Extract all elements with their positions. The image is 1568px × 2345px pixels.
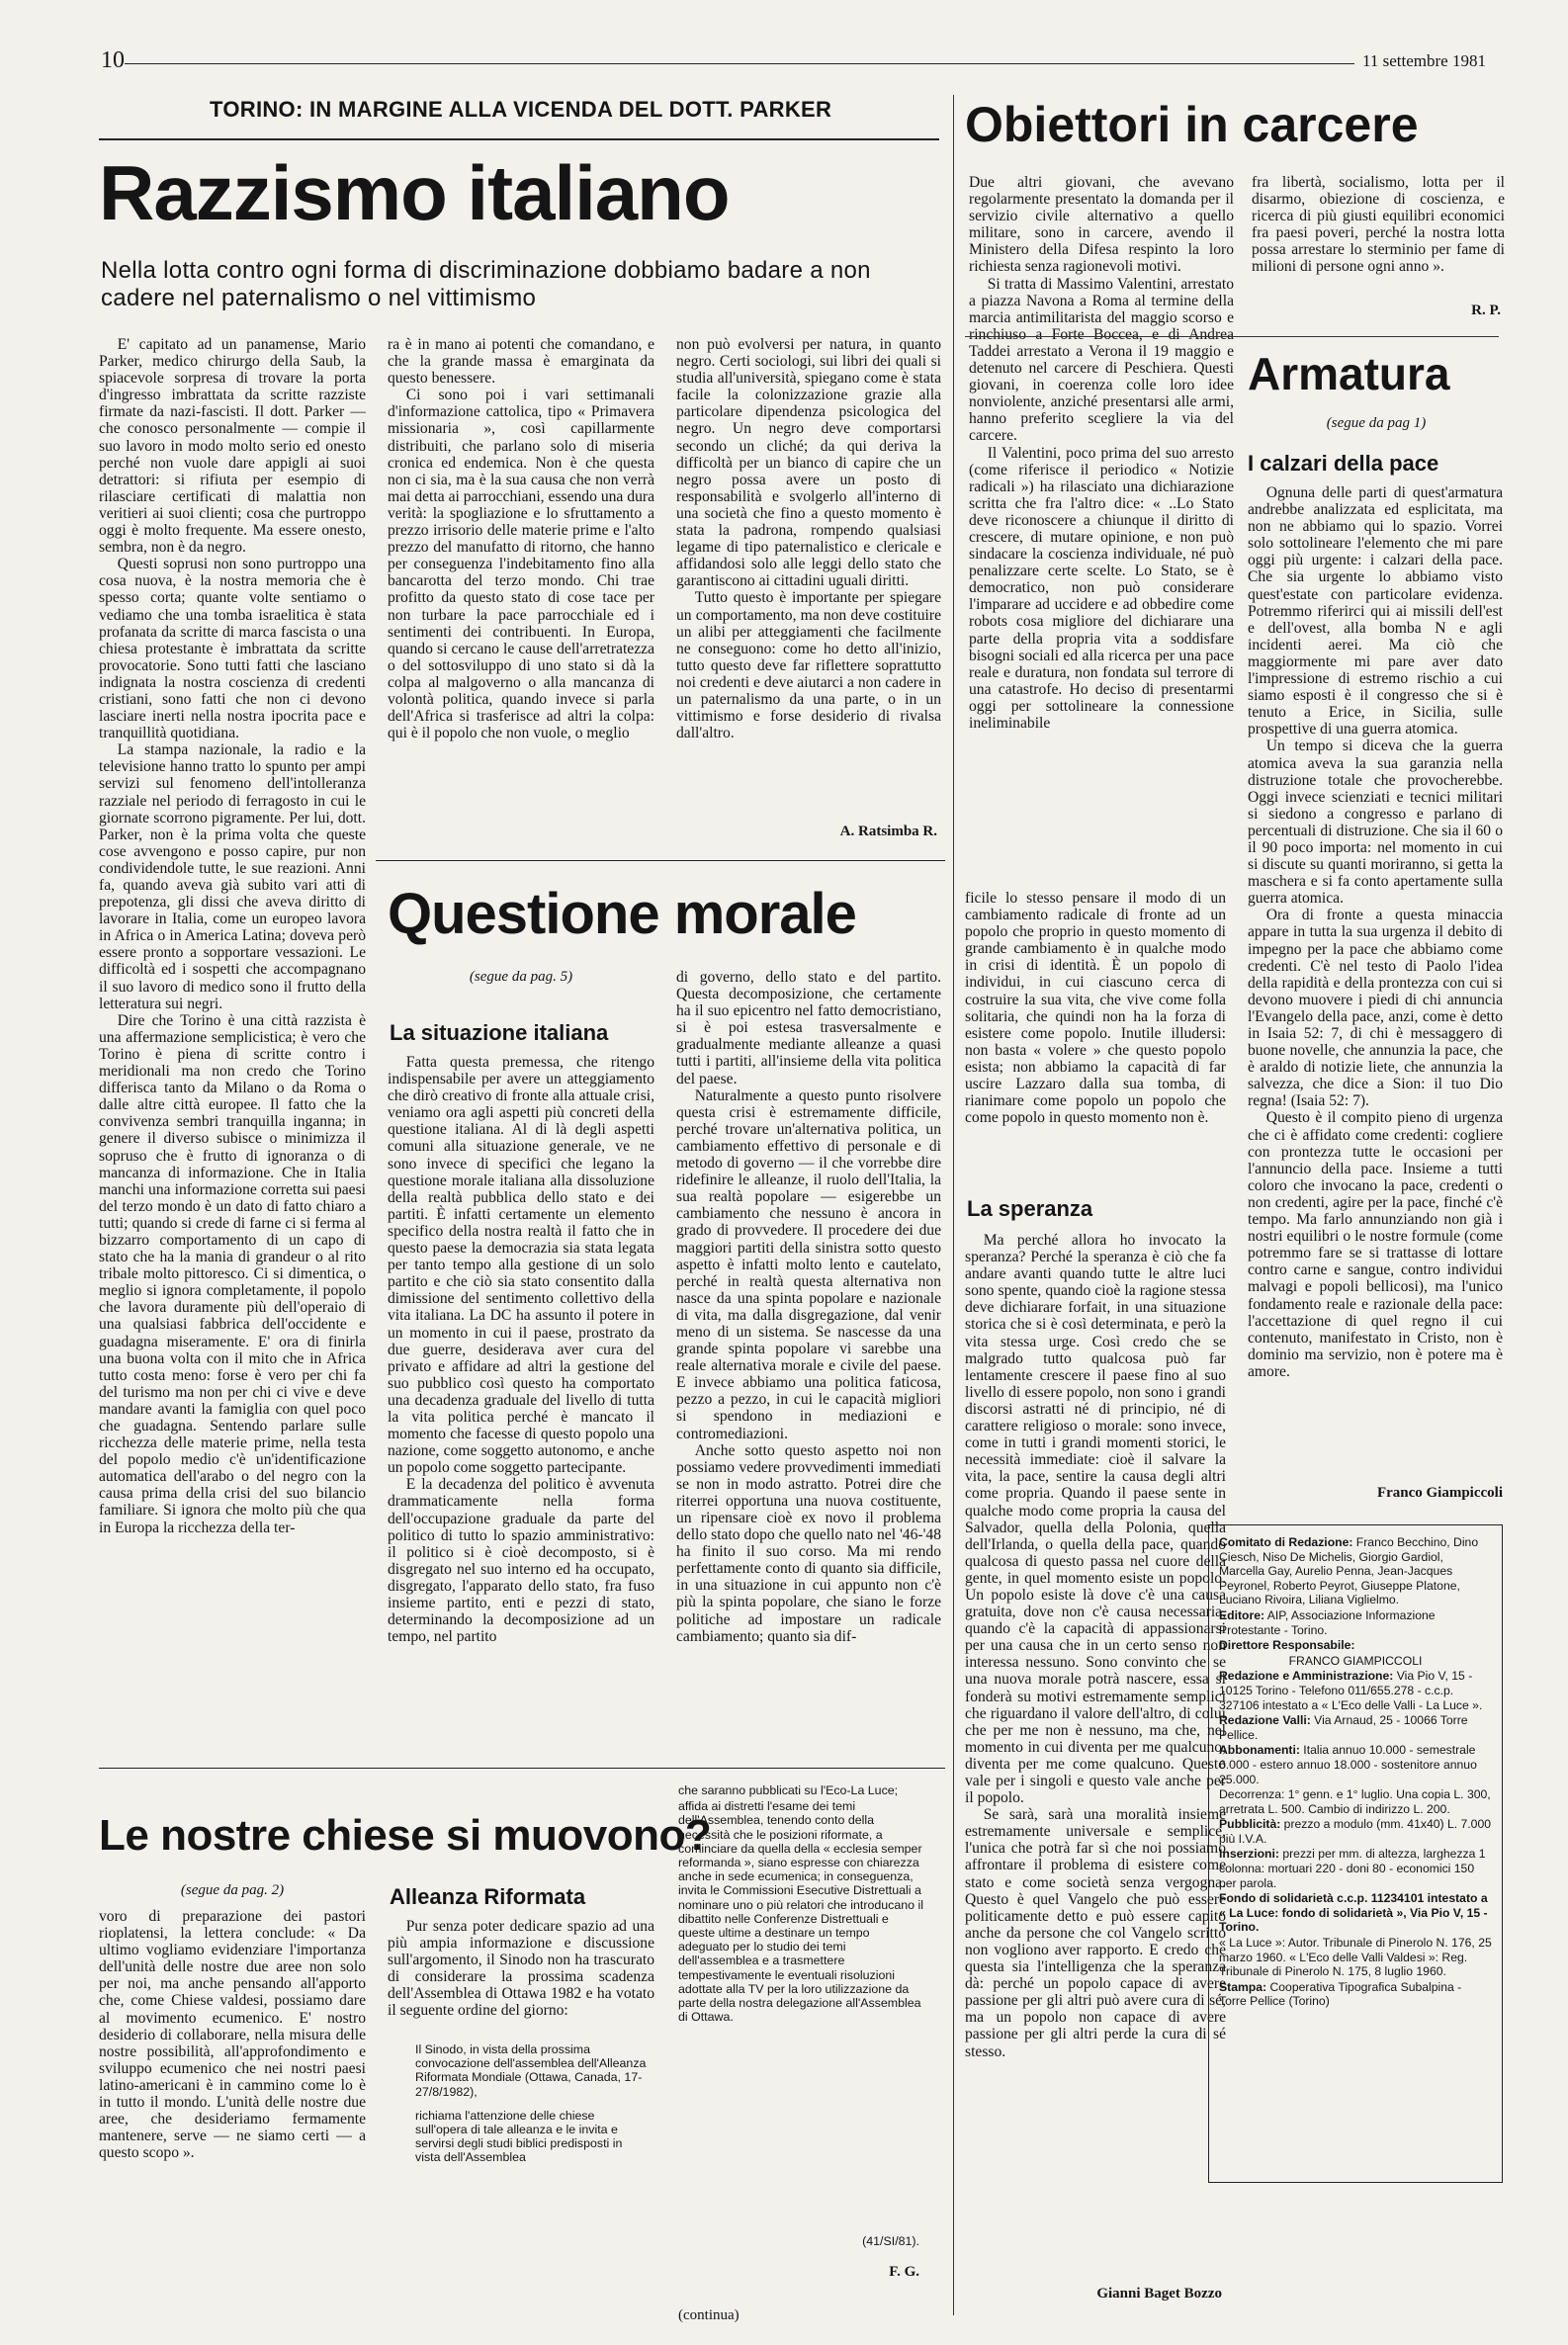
paragraph: Fatta questa premessa, che ritengo indispensabile per avere un atteggiamento che dirò creativo di fronte alla attuale crisi, veniamo ora agli aspetti più concreti della questione italiana. Al di là degli aspetti comuni alla situazione generale, ve ne sono invece di specifici che legano la questione morale italiana alla dissoluzione della realtà pubblica dello stato e dei partiti. È infatti certamente un elemento specifico della nostra realtà il fatto che in questo paese la democrazia sia stata legata per tanto tempo alla gestione di un solo partito e che ciò sia stato consentito dalla dimissione del sentimento collettivo della vita italiana. La DC ha assunto il potere in un momento in cui il paese, prostrato da due guerre, desiderava aver cura del privato e affidare ad altri la gestione del suo pubblico così questo ha comportato una decadenza graduale del livello di tutta la vita politica perché è mancato il momento che facesse di questo popolo una nazione, come soggetto autonomo, e anche un popolo come soggetto partecipante. xyxy=(388,1054,654,1477)
header-rule xyxy=(125,63,1354,64)
armatura-segue: (segue da pag 1) xyxy=(1326,415,1427,431)
questione-col3b xyxy=(965,1232,1226,2272)
quote-paragraph: Il Sinodo, in vista della prossima convocazione dell'assemblea dell'Alleanza Riformata Mondiale (Ottawa, Canada, 17-27/8/1982), xyxy=(415,2042,647,2099)
paragraph: ficile lo stesso pensare il modo di un cambiamento radicale di fronte ad un popolo che proprio in questo momento di grande cambiamento è in qualche modo in crisi di identità. È un popolo di individui, in cui ciascuno cerca di costruire la sua vita, che vive come folla solitaria, che quindi non ha la forza di esistere come popolo. Inutile illudersi: non basta « volere » che questo popolo esista; non abbiamo la capacità di far uscire Lazzaro dalla sua tomba, di rianimare come popolo un popolo che come popolo in questo momento non è. xyxy=(965,890,1226,1127)
questione-col1 xyxy=(388,1054,654,1758)
paragraph: voro di preparazione dei pastori rioplatensi, la lettera conclude: « Da ultimo vogliamo evidenziare l'importanza dell'unità delle nostre due aree non solo per noi, ma anche pensando all'apporto che, come Chiese valdesi, possiamo dare al movimento ecumenico. E' nostro desiderio di collaborare, nella misura delle nostre possibilità, all'approfondimento e sviluppo ecumenico che nei nostri paesi latino-americani è in cammino come lo è in tutto il mondo. L'unità delle nostre due aree, che desideriamo fermamente mantenere, serve — ne siamo certi — a questo scopo ». xyxy=(99,1908,366,2162)
questione-signature: Gianni Baget Bozzo xyxy=(1096,2286,1222,2302)
chiese-col2 xyxy=(388,1918,654,2037)
paragraph: Ognuna delle parti di quest'armatura andrebbe analizzata ed esplicitata, ma non ne abbiamo qui lo spazio. Vorrei solo sottolineare l'elemento che mi pare oggi più urgente: i calzari della pace. Che sia urgente lo abbiamo visto quest'estate con particolare evidenza. Potremmo riferirci qui ai missili dell'est e dell'ovest, alla bomba N e agli incidenti aerei. Ma ciò che maggiormente mi pare aver dato l'impressione di estremo rischio a cui siamo esposti è il congresso che si è tenuto a Erice, in Sicilia, sulle prospettive di una guerra atomica. xyxy=(1248,484,1503,738)
masthead-label: Stampa: xyxy=(1219,1979,1267,1994)
paragraph: E la decadenza del politico è avvenuta drammaticamente nella forma dell'occupazione graduale da parte del politico di tutto lo spazio amministrativo: il politico si è cioè decomposto, si è disgregato nel suo interno ed ha occupato, disgregato, l'apparato dello stato, fra fuso insieme partito, enti e pezzi di stato, determinando la decomposizione ad un tempo, nel partito xyxy=(388,1476,654,1646)
paragraph: non può evolversi per natura, in quanto negro. Certi sociologi, sui libri dei quali si studia all'università, spiegano come è stata facile la colonizzazione grazie alla particolare dipendenza psicologica del negro. Un negro deve comportarsi secondo un cliché; da qui deriva la difficoltà per un bianco di capire che un negro possa avere un posto di responsabilità e svolgerlo all'interno di una società che fino a questo momento è stata la padrona, rompendo qualsiasi legame di tipo paternalistico e clericale e affidandosi solo alle leggi dello stato che garantiscono ai cittadini uguali diritti. xyxy=(676,336,941,590)
masthead-label: Redazione e Amministrazione: xyxy=(1219,1669,1394,1684)
razzismo-col2 xyxy=(388,336,654,850)
masthead-text: prezzi per mm. di altezza, larghezza 1 colonna: mortuari 220 - doni 80 - economici 150 per parola. xyxy=(1219,1847,1486,1890)
quote-paragraph: richiama l'attenzione delle chiese sull'opera di tale alleanza e le invita e servirsi degli studi biblici predisposti in vista dell'Assemblea xyxy=(415,2108,623,2165)
razzismo-deck: Nella lotta contro ogni forma di discriminazione dobbiamo badare a non cadere nel paternalismo o nel vittimismo xyxy=(101,257,871,311)
masthead-label: Redazione Valli: xyxy=(1219,1713,1311,1728)
armatura-signature: Franco Giampiccoli xyxy=(1376,1485,1503,1501)
masthead-line xyxy=(1219,1787,1492,1816)
paragraph: Ora di fronte a questa minaccia appare in tutta la sua urgenza il debito di impegno per la pace che abbiamo come credenti. C'è nel testo di Paolo l'idea della rapidità e della prontezza con cui si devono muovere i piedi di chi annuncia l'Evangelo della pace, anzi, come è detto in Isaia 52: 7, di chi è messaggero di buone novelle, che annunzia la pace, che è araldo di notizie liete, che annunzia la salvezza, che dice a Sion: il tuo Dio regna! (Isaia 52: 7). xyxy=(1248,907,1503,1110)
razzismo-col1 xyxy=(99,336,366,1752)
masthead-text: « La Luce »: Autor. Tribunale di Pinerolo N. 176, 25 marzo 1960. « L'Eco delle Valli Valdesi »: Reg. Tribunale di Pinerolo N. 175, 8 luglio 1960. xyxy=(1219,1936,1492,1979)
quote-paragraph: che saranno pubblicati su l'Eco-La Luce; xyxy=(678,1783,899,1797)
masthead-label: Pubblicità: xyxy=(1219,1817,1281,1832)
masthead-text: Decorrenza: 1° genn. e 1° luglio. Una copia L. 300, arretrata L. 500. Cambio di indirizzo L. 200. xyxy=(1219,1787,1491,1816)
chiese-continua: (continua) xyxy=(678,2307,740,2323)
masthead-text: Via Pio V, 15 - 10125 Torino - Telefono 011/655.278 - c.c.p. 327106 intestato a « L'Eco delle Valli - La Luce ». xyxy=(1219,1669,1483,1712)
chiese-col1 xyxy=(99,1908,366,2205)
masthead-text: Italia annuo 10.000 - semestrale 6.000 - estero annuo 18.000 - sostenitore annuo 25.000. xyxy=(1219,1743,1477,1786)
paragraph: Ma perché allora ho invocato la speranza? Perché la speranza è ciò che fa andare avanti quando tutte le altre luci sono spente, quando cioè la ragione stessa deve dichiarare forfait, in una situazione storica che si è così determinata, e però la vita stessa urge. Così credo che se malgrado tutto qualcosa può far lentamente crescere il paese fino al suo livello di essere popolo, non sono i grandi discorsi astratti né di principio, né di carattere religioso o morale: sono invece, come in tutti i grandi momenti storici, le necessità immediate: cioè il salvare la vita, la pace, sentire la causa degli altri come propria. Quando il paese sente in qualche modo come propria la causa del Salvador, quella della Polonia, quella dell'Irlanda, o quella della pace, quando qualcosa di questo passa nel cuore della gente, in quel momento esiste un popolo. Un popolo esiste là dove c'è una causa gratuita, dove non c'è causa necessaria, quando c'è la capacità di appassionarsi per una causa che in un certo senso non interessa nessuno. Sono convinto che se una nuova morale potrà nascere, essa si fonderà su motivi estremamente semplici che riguardano il valore dell'altro, di colui che per me non è nessuno, ma che, nel momento in cui diventa per me qualcuno, diventa per me come qualcuno. Questo vale per i singoli e questo vale anche per il popolo. xyxy=(965,1232,1226,1807)
masthead-line xyxy=(1219,1608,1492,1637)
chiese-top-rule xyxy=(99,1768,945,1769)
paragraph: Questo è il compito pieno di urgenza che ci è affidato come credenti: cogliere con prontezza tutte le occasioni per l'annuncio della pace. Insieme a tutti coloro che invocano la pace, credenti o non credenti, agire per la pace, finché c'è tempo. Ma farlo annunziando non già i nostri equilibri o le nostre formule (come potremmo fare se si trattasse di lottare contro carne e sangue, contro individui malvagi e popoli bellicosi), ma l'unico fondamento reale e razionale della pace: l'accettazione di quel regno il cui contenuto, manifestato in Cristo, non è dominio ma servizio, non è potere ma è amore. xyxy=(1248,1109,1503,1380)
questione-title: Questione morale xyxy=(388,882,856,946)
masthead-text: Via Arnaud, 25 - 10066 Torre Pellice. xyxy=(1219,1713,1468,1742)
paragraph: Naturalmente a questo punto risolvere questa crisi è estremamente difficile, perché trovare un'alternativa politica, un cambiamento effettivo di personale e di metodo di governo — il che vorrebbe dire ridefinire le alleanze, il ruolo dell'Italia, la sua realtà popolare — esigerebbe un cambiamento che nessuno è ancora in grado di provvedere. Il procedere dei due maggiori partiti della sinistra sotto questo aspetto è infatti molto lento e cautelato, perché in realtà questa alternativa non nasce da una spinta popolare e nazionale di vita, ma dalla disgregazione, dal venir meno di un sistema. Se nascesse da una grande spinta popolare vi sarebbe una reale alternativa morale e civile del paese. E invece abbiamo una politica faticosa, pezzo a pezzo, in cui le capacità migliori si spendono in mediazioni e contromediazioni. xyxy=(676,1086,941,1442)
masthead-line xyxy=(1219,1817,1492,1846)
issue-date: 11 settembre 1981 xyxy=(1362,51,1486,70)
obiettori-col2 xyxy=(1252,174,1505,293)
kicker-rule xyxy=(99,138,939,140)
chiese-code: (41/SI/81). xyxy=(862,2234,919,2248)
chiese-title: Le nostre chiese si muovono? xyxy=(99,1811,712,1860)
paragraph: Un tempo si diceva che la guerra atomica aveva la sua garanzia nella distruzione totale che provocherebbe. Oggi invece scienziati e tecnici militari si siedono a congresso e parlano di percentuali di distruzione. Che sia il 60 o il 90 poco importa: nel momento in cui si discute su quanti moriranno, si getta la maschera e si fa conto apertamente sulla guerra atomica. xyxy=(1248,738,1503,908)
paragraph: Due altri giovani, che avevano regolarmente presentato la domanda per il servizio civile alternativo a quello militare, sono in carcere, avendo il Ministero della Difesa respinto la loro richiesta senza ragionevoli motivi. xyxy=(969,174,1234,276)
armatura-subtitle: I calzari della pace xyxy=(1248,451,1439,476)
quote-paragraph: affida ai distretti l'esame dei temi dell'Assemblea, tenendo conto della necessità che le posizioni riformate, a cominciare da quella della « ecclesia semper reformanda », siano espresse con chiarezza anche in sede ecumenica; in conseguenza, invita le Commissioni Esecutive Distrettuali a nominare uno o più relatori che introducano il dibattito nelle Conferenze Distrettuali e queste ultime a destinare un tempo adeguato per lo studio dei temi dell'assemblea e a trasmettere tempestivamente le eventuali risoluzioni adottate alla TV per la loro utilizzazione da parte della nostra delegazione all'Assemblea di Ottawa. xyxy=(678,1799,923,2025)
chiese-subtitle: Alleanza Riformata xyxy=(390,1884,586,1909)
masthead-text: Cooperativa Tipografica Subalpina - Torre Pellice (Torino) xyxy=(1219,1979,1462,2009)
razzismo-bottom-rule xyxy=(376,860,945,861)
armatura-body xyxy=(1248,484,1503,1475)
questione-col2 xyxy=(676,969,941,1758)
questione-segue: (segue da pag. 5) xyxy=(469,969,573,985)
masthead-label: Abbonamenti: xyxy=(1219,1743,1300,1758)
armatura-title: Armatura xyxy=(1248,348,1450,399)
column-rule xyxy=(953,95,954,2315)
masthead-label: Editore: xyxy=(1219,1607,1265,1622)
paragraph: Anche sotto questo aspetto noi non possiamo vedere provvedimenti immediati se non in modo astratto. Potrei dire che riterrei opportuna una nuova costituente, un ripensare cioè ex novo il problema dello stato dopo che quello nato nel '46-'48 ha finito il suo corso. Ma mi rendo perfettamente conto di quanto sia difficile, in una situazione in cui appunto non c'è più la spinta popolare, che siano le forze politiche ad impostare un radicale cambiamento; quanto sia dif- xyxy=(676,1441,941,1645)
obiettori-col1 xyxy=(969,174,1234,838)
paragraph: Questi soprusi non sono purtroppo una cosa nuova, è la nostra memoria che è spesso corta; quante volte sentiamo o vediamo che una tomba israelitica è stata profanata da scritte di marca fascista o una chiesa protestante è imbrattata da scritte provocatorie. Sono tutti fatti che lasciano indignata la nostra coscienza di credenti cristiani, sono fatti che non ci devono lasciare inerti nella nostra ipocrita pace e tranquillità quotidiana. xyxy=(99,556,366,742)
masthead-label: Fondo di solidarietà c.c.p. 11234101 intestato a « La Luce: fondo di solidarietà », Via Pio V, 15 - Torino. xyxy=(1219,1891,1488,1935)
obiettori-title: Obiettori in carcere xyxy=(965,97,1419,152)
obiettori-signature: R. P. xyxy=(1471,303,1501,318)
masthead-text: Franco Becchino, Dino Ciesch, Niso De Michelis, Giorgio Gardiol, Marcella Gay, Aurelio Penna, Jean-Jacques Peyronel, Roberto Peyrot, Giuseppe Platone, Luciano Rivoira, Liliana Viglielmo. xyxy=(1219,1535,1479,1607)
masthead-line xyxy=(1219,1669,1492,1712)
masthead-line xyxy=(1219,1535,1492,1607)
paragraph: Tutto questo è importante per spiegare un comportamento, ma non deve costituire un alibi per atteggiamenti che facilmente ne conseguono: come ho detto all'inizio, tutto questo deve far riflettere soprattutto noi credenti e deve aiutarci a non cadere in un paternalismo da una parte, o in un vittimismo e forse desiderio di rivalsa dall'altro. xyxy=(676,589,941,742)
paragraph: E' capitato ad un panamense, Mario Parker, medico chirurgo della Saub, la spiacevole sorpresa di trovare la porta d'ingresso imbrattata da scritte razziste firmate da nazi-fascisti. Il dott. Parker — che conosco personalmente — compie il suo lavoro in modo molto serio ed onesto perché non vuole dare appigli ai suoi detrattori: si rifiuta per esempio di rilasciare certificati di malattia non veritieri ai suoi clienti; cosa che purtroppo oggi è molto frequente. Ma essere onesto, sembra, non è da negro. xyxy=(99,336,366,557)
paragraph: Ci sono poi i vari settimanali d'informazione cattolica, tipo « Primavera missionaria », così capillarmente distribuiti, che parlano solo di miseria cronica ed endemica. Non è che questa non ci sia, ma è la sua causa che non verrà mai detta ai parrocchiani, essendo una dura verità: la spogliazione e lo sfruttamento a prezzo irrisorio delle materie prime e l'alto prezzo del manufatto di ritorno, che hanno per conseguenza l'indebitamento fino alla bancarotta del terzo mondo. Chi trae profitto da questo stato di cose tace per non turbare la pace parrocchiale ed i sentimenti dei contribuenti. In Europa, quando si cercano le cause dell'arretratezza o del sottosviluppo di uno stato si dà la colpa al malgoverno o alla mancanza di volontà politica, quando invece si parla dell'Africa si trasferisce ad altri la colpa: qui è il popolo che non vuole, o meglio xyxy=(388,387,654,742)
chiese-segue: (segue da pag. 2) xyxy=(180,1882,285,1898)
chiese-signature: F. G. xyxy=(889,2264,919,2280)
masthead-text: FRANCO GIAMPICCOLI xyxy=(1288,1653,1423,1668)
masthead-line xyxy=(1219,1936,1492,1979)
paragraph: di governo, dello stato e del partito. Questa decomposizione, che certamente ha il suo epicentro nel fatto democristiano, si è poi estesa trasversalmente e gradualmente mediante alleanze a quasi tutti i partiti, all'insieme della vita politica del paese. xyxy=(676,969,941,1087)
razzismo-col3 xyxy=(676,336,941,830)
masthead-line xyxy=(1219,1847,1492,1890)
masthead-line xyxy=(1219,1891,1492,1935)
paragraph: Pur senza poter dedicare spazio ad una più ampia informazione e discussione sull'argomento, il Sinodo non ha trascurato di considerare la prossima scadenza dell'Assemblea di Ottawa 1982 e ha votato il seguente ordine del giorno: xyxy=(388,1918,654,2020)
masthead-text: prezzo a modulo (mm. 41x40) L. 7.000 più I.V.A. xyxy=(1219,1817,1492,1846)
masthead-text: AIP, Associazione Informazione Protestante - Torino. xyxy=(1219,1607,1436,1637)
masthead-label: Comitato di Redazione: xyxy=(1219,1535,1353,1549)
masthead-line xyxy=(1219,1638,1492,1653)
paragraph: Il Valentini, poco prima del suo arresto (come riferisce il periodico « Notizie radicali ») ha rilasciato una dichiarazione scritta che fra l'altro dice: « ..Lo Stato deve riconoscere a chiunque il diritto di crescere, di mutare opinione, e non può sindacare la coscienza individuale, né può penalizzare certe scelte. Lo Stato, se è democratico, non può considerare l'imparare ad uccidere e ad obbedire come robots cosa migliore del dichiarare una parte della propria vita a soddisfare bisogni sociali ed alla ricerca per una pace reale e duratura, non fondata sul terrore di una catastrofe. Ho deciso di presentarmi oggi per sottolineare la connessione ineliminabile xyxy=(969,444,1234,732)
masthead-line xyxy=(1219,1654,1492,1669)
paragraph: Si tratta di Massimo Valentini, arrestato a piazza Navona a Roma al termine della marcia antimilitarista del maggio scorso e rinchiuso a Forte Boccea, e di Andrea Taddei arrestato a Verona il 19 maggio e detenuto nel carcere di Peschiera. Questi giovani, in coerenza colle loro idee nonviolente, anziché presentarsi alle armi, hanno preferito scegliere la via del carcere. xyxy=(969,275,1234,445)
obiettori-rule xyxy=(965,336,1499,337)
masthead-label: Inserzioni: xyxy=(1219,1847,1279,1862)
paragraph: Dire che Torino è una città razzista è una affermazione semplicistica; è vero che Torino è piena di scritte contro i meridionali ma non credo che Torino differisca tanto da Milano o da Roma o dalle altre città europee. Il fatto che la convivenza sembri tranquilla inganna; in genere il diverso subisce o minimizza il sopruso che è frutto di ignoranza o di mancanza di informazione. Che in Italia manchi una informazione corretta sui paesi del terzo mondo è un dato di fatto chiaro a tutti; quando si crede di farne ci si ferma al bizzarro comportamento di un capo di stato che ha la mania di grandeur o al rito tribale molto pittoresco. Ci si dimentica, o meglio si ignora completamente, il popolo che lavora duramente più dell'operaio di una qualsiasi fabbrica dell'occidente e guadagna miseramente. E' ora di finirla una buona volta con il mito che in Africa tutto costa meno: forse è vero per chi fa del turismo ma non per chi ci vive e deve mandare avanti la famiglia con quel poco che guadagna. Sentendo parlare sulle ricchezza delle materie prime, nella testa del popolo medio c'è un'identificazione automatica dell'arabo o del negro con la causa prima della crisi del suo bilancio familiare. Si ignora che molto più che qua in Europa la ricchezza della ter- xyxy=(99,1011,366,1536)
paragraph: ra è in mano ai potenti che comandano, e che la grande massa è emarginata da questo benessere. xyxy=(388,336,654,388)
masthead-box xyxy=(1208,1524,1503,2183)
paragraph: fra libertà, socialismo, lotta per il disarmo, obiezione di coscienza, e ricerca di più giusti equilibri economici fra paesi poveri, perché la nostra lotta possa arrestare lo sterminio per fame di milioni di persone ogni anno ». xyxy=(1252,174,1505,276)
questione-subtitle: La situazione italiana xyxy=(390,1020,609,1045)
masthead-line xyxy=(1219,1713,1492,1742)
chiese-col2-quote xyxy=(415,2042,649,2211)
razzismo-title: Razzismo italiano xyxy=(99,149,730,236)
questione-col3a xyxy=(965,890,1226,1176)
questione-subtitle-speranza: La speranza xyxy=(967,1196,1093,1221)
masthead-label: Direttore Responsabile: xyxy=(1219,1638,1355,1653)
chiese-col3-quote xyxy=(678,1783,923,2209)
paragraph: Se sarà, sarà una moralità insieme estremamente universale e semplice, l'unica che potrà far sì che noi possiamo affrontare il problema di esistere come stato e come società senza vergogna. Questo è quel Vangelo che può essere politicamente detto e può essere capito anche da persone che col Vangelo scritto non vogliono aver rapporto. E credo che questa sia l'intelligenza che la speranza dà: perché un popolo capace di avere passione per gli altri può avere cura di sé, ma un popolo non capace di avere passione per gli altri perde la cura di sé stesso. xyxy=(965,1806,1226,2060)
page-number: 10 xyxy=(101,47,125,73)
razzismo-signature: A. Ratsimba R. xyxy=(839,824,937,839)
kicker: TORINO: IN MARGINE ALLA VICENDA DEL DOTT. PARKER xyxy=(210,97,832,122)
paragraph: La stampa nazionale, la radio e la televisione hanno tratto lo spunto per ampi servizi sul fenomeno dell'intolleranza razziale nel periodo di ferragosto in cui le giornate scorrono pigramente. Per lui, dott. Parker, non è la prima volta che queste cose avvengono e posso capire, pur non condividendole tutte, le sue reazioni. Anni fa, quando aveva già subito vari atti di prepotenza, gli dissi che aveva diritto di lavorare in Italia, come un europeo lavora in Africa o in America Latina; doveva però essere pronto a sopportare vessazioni. Le difficoltà ed i sospetti che accompagnano il suo lavoro di medico sono il frutto della letteratura sui negri. xyxy=(99,741,366,1012)
masthead-line xyxy=(1219,1980,1492,2009)
masthead-line xyxy=(1219,1743,1492,1786)
